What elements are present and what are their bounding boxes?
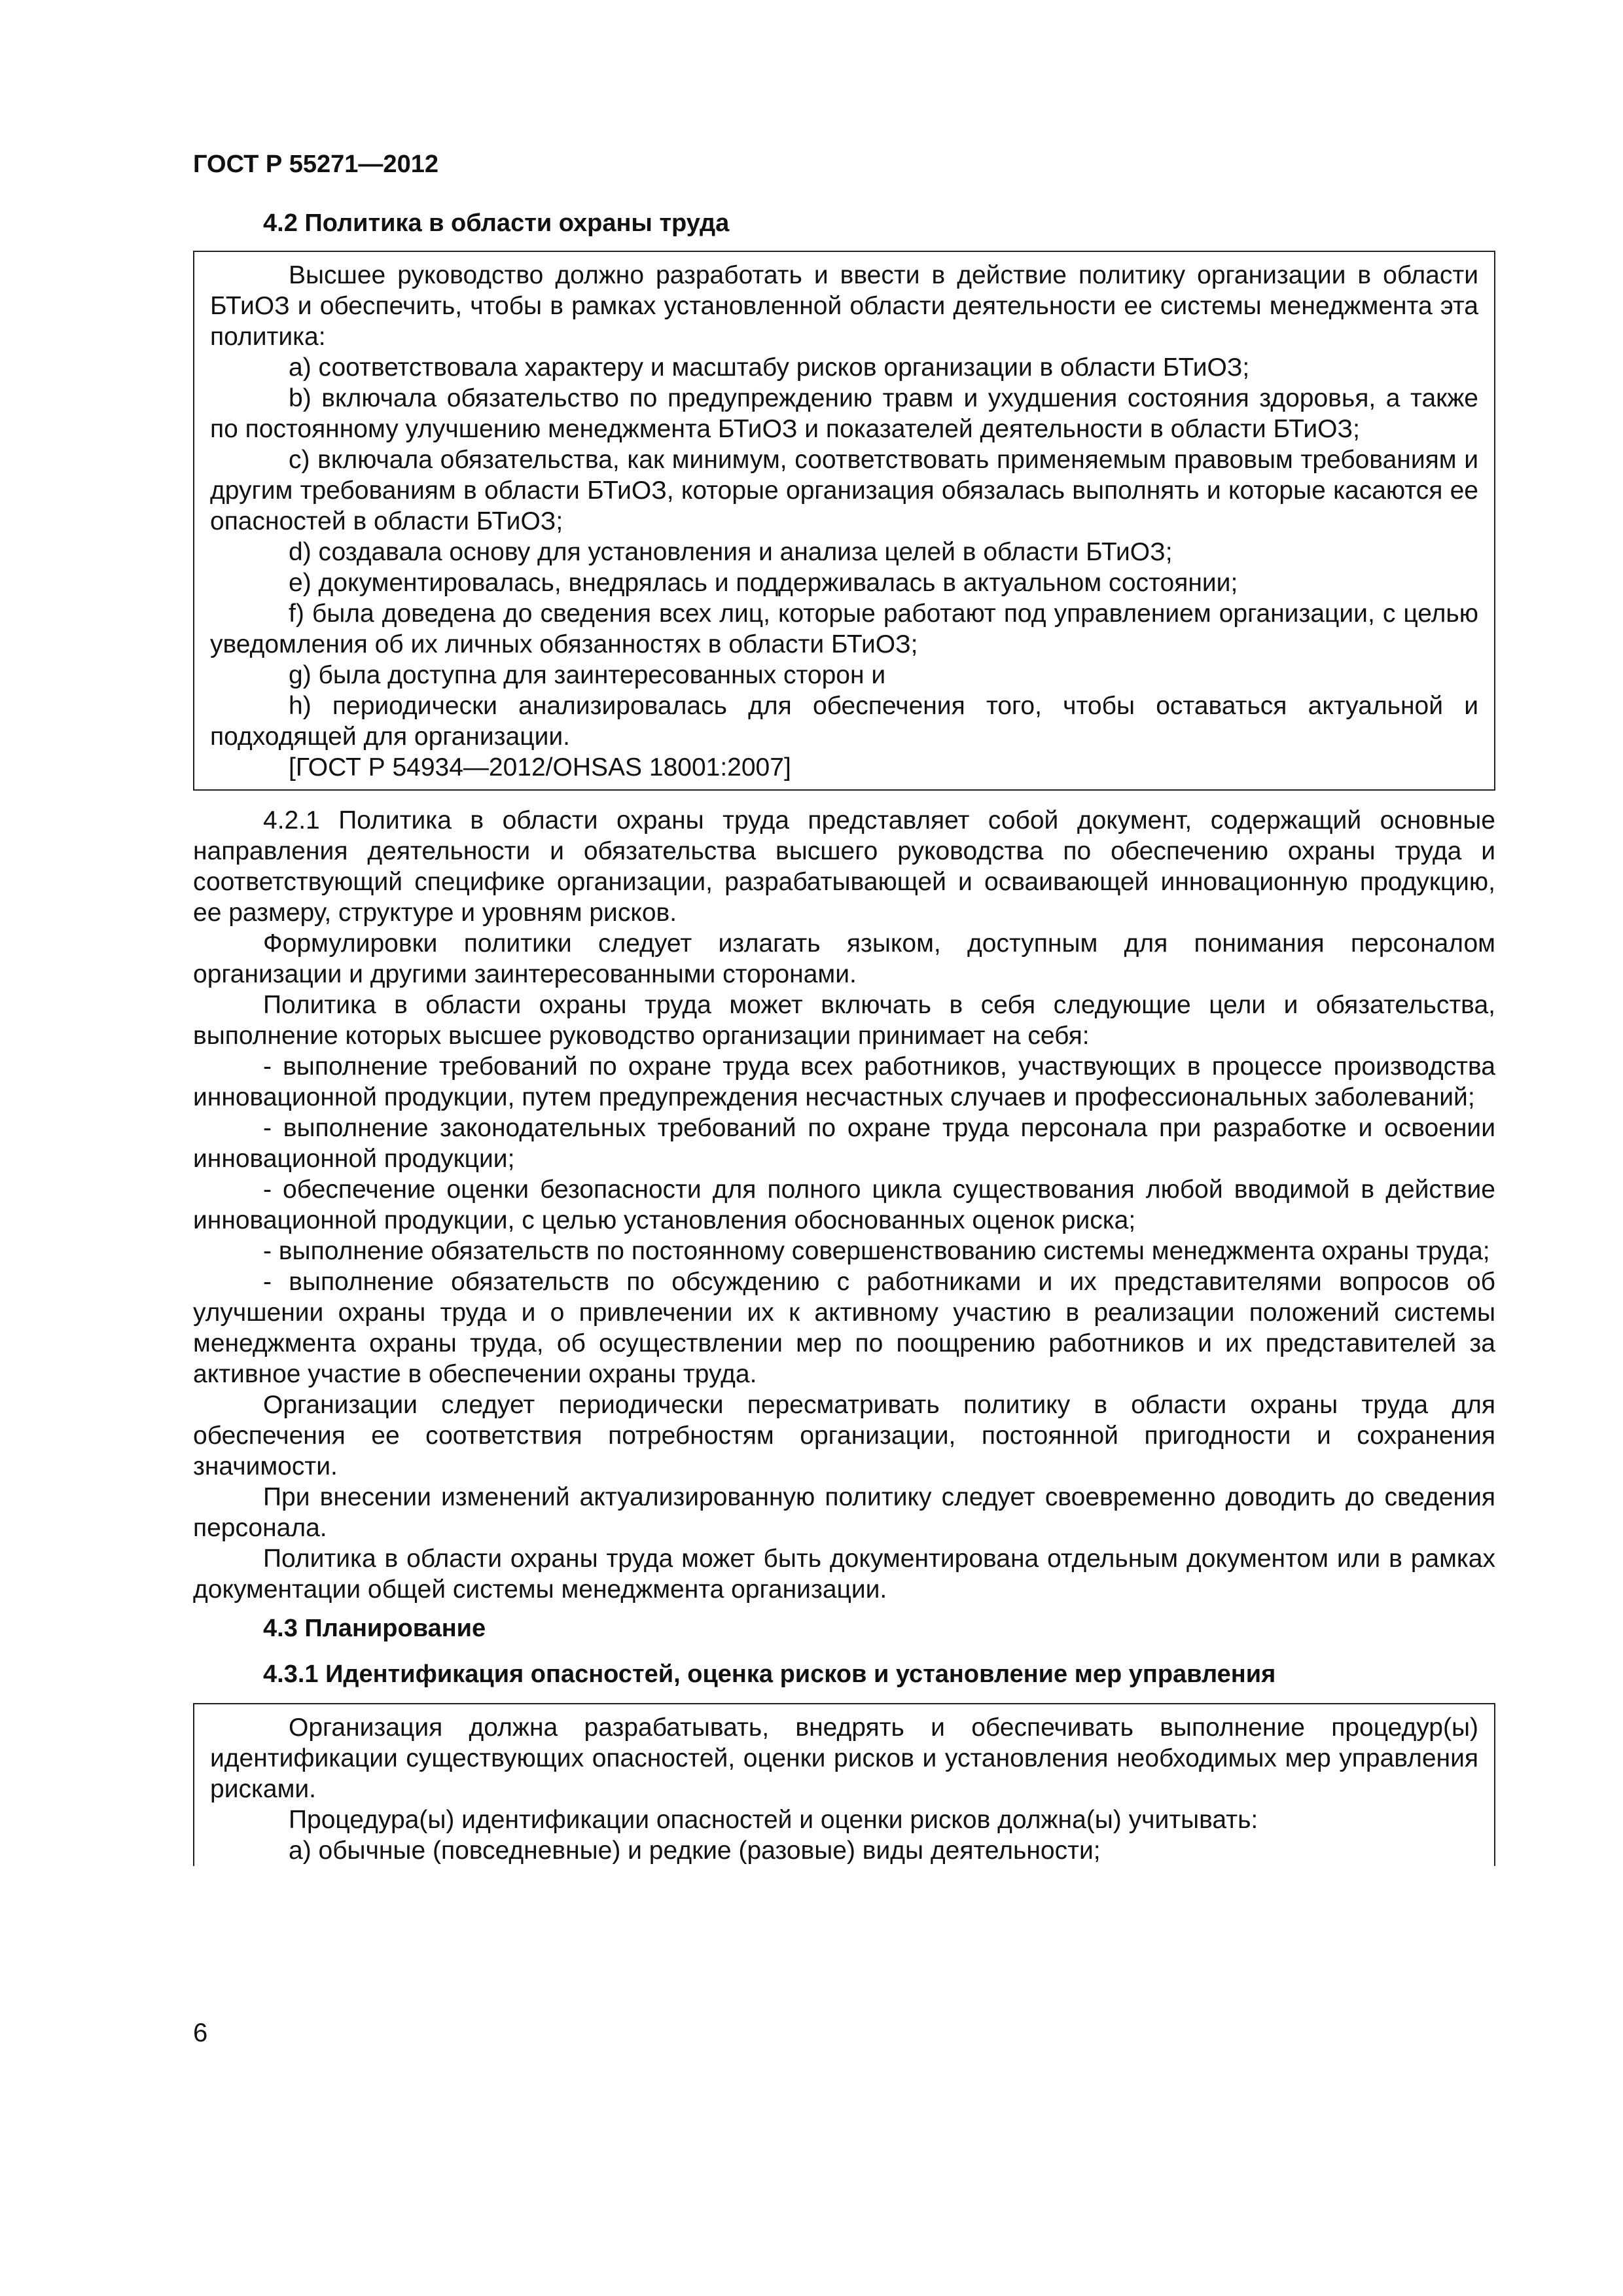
paragraph: 4.2.1 Политика в области охраны труда представляет собой документ, содержащий основные направления деятельности и обязательства высшего руководства по обеспечению охраны труда и соответствующий специфике организации, разрабатывающей и осваивающей инновационную продукцию, ее размеру, структуре и уровням рисков. [193,806,1495,927]
document-code: ГОСТ Р 55271—2012 [193,151,438,178]
paragraph: Формулировки политики следует излагать языком, доступным для понимания персоналом организации и другими заинтересованными сторонами. [193,929,1495,988]
section-4-3-1-quote-box [193,1703,1495,1866]
box-paragraph: Организация должна разрабатывать, внедрять и обеспечивать выполнение процедур(ы) идентификации существующих опасностей, оценки рисков и установления необходимых мер управления рисками. [210,1713,1478,1803]
box-paragraph: Высшее руководство должно разработать и ввести в действие политику организации в области БТиОЗ и обеспечить, чтобы в рамках установленной области деятельности ее системы менеджмента эта политика: [210,261,1478,351]
page-number: 6 [193,2018,208,2047]
list-item-f: f) была доведена до сведения всех лиц, которые работают под управлением организации, с целью уведомления об их личных обязанностях в области БТиОЗ; [210,600,1478,658]
dash-list-item: - выполнение обязательств по обсуждению с работниками и их представителями вопросов об улучшении охраны труда и о привлечении их к активному участию в реализации положений системы менеджмента охраны труда, об осуществлении мер по поощрению работников и их представителей за активное участие в обеспечении охраны труда. [193,1268,1495,1388]
list-item-e: e) документировалась, внедрялась и поддерживалась в актуальном состоянии; [289,569,1238,597]
dash-list-item: - выполнение обязательств по постоянному совершенствованию системы менеджмента охраны труда; [263,1237,1490,1265]
paragraph: Организации следует периодически пересматривать политику в области охраны труда для обеспечения ее соответствия потребностям организации, постоянной пригодности и сохранения значимости. [193,1391,1495,1480]
citation-reference: [ГОСТ Р 54934—2012/OHSAS 18001:2007] [289,753,791,781]
list-item-b: b) включала обязательство по предупреждению травм и ухудшения состояния здоровья, а также по постоянному улучшению менеджмента БТиОЗ и показателей деятельности в области БТиОЗ; [210,384,1478,443]
paragraph: При внесении изменений актуализированную политику следует своевременно доводить до сведения персонала. [193,1483,1495,1542]
dash-list-item: - выполнение законодательных требований по охране труда персонала при разработке и освоении инновационной продукции; [193,1114,1495,1173]
list-item-g: g) была доступна для заинтересованных сторон и [289,661,886,689]
section-4-2-1-body [193,805,1495,1605]
document-page [193,147,1495,1866]
section-4-2-quote-box [193,251,1495,791]
list-item-h: h) периодически анализировалась для обеспечения того, чтобы оставаться актуальной и подходящей для организации. [210,692,1478,751]
list-item-c: c) включала обязательства, как минимум, соответствовать применяемым правовым требованиям и другим требованиям в области БТиОЗ, которые организация обязалась выполнять и которые касаются ее опасностей в области БТиОЗ; [210,446,1478,535]
section-4-2-heading: 4.2 Политика в области охраны труда [263,209,730,237]
dash-list-item: - обеспечение оценки безопасности для полного цикла существования любой вводимой в действие инновационной продукции, с целью установления обоснованных оценок риска; [193,1175,1495,1234]
section-4-3-heading: 4.3 Планирование [263,1615,486,1642]
paragraph: Политика в области охраны труда может включать в себя следующие цели и обязательства, выполнение которых высшее руководство организации принимает на себя: [193,991,1495,1050]
list-item-d: d) создавала основу для установления и анализа целей в области БТиОЗ; [289,538,1173,566]
paragraph: Политика в области охраны труда может быть документирована отдельным документом или в рамках документации общей системы менеджмента организации. [193,1545,1495,1604]
section-4-3-1-heading: 4.3.1 Идентификация опасностей, оценка рисков и установление мер управления [263,1660,1276,1688]
list-item-a: a) обычные (повседневные) и редкие (разовые) виды деятельности; [289,1837,1101,1865]
list-item-a: a) соответствовала характеру и масштабу рисков организации в области БТиОЗ; [289,353,1250,382]
dash-list-item: - выполнение требований по охране труда всех работников, участвующих в процессе производства инновационной продукции, путем предупреждения несчастных случаев и профессиональных заболеваний; [193,1052,1495,1111]
box-paragraph: Процедура(ы) идентификации опасностей и оценки рисков должна(ы) учитывать: [289,1806,1258,1834]
